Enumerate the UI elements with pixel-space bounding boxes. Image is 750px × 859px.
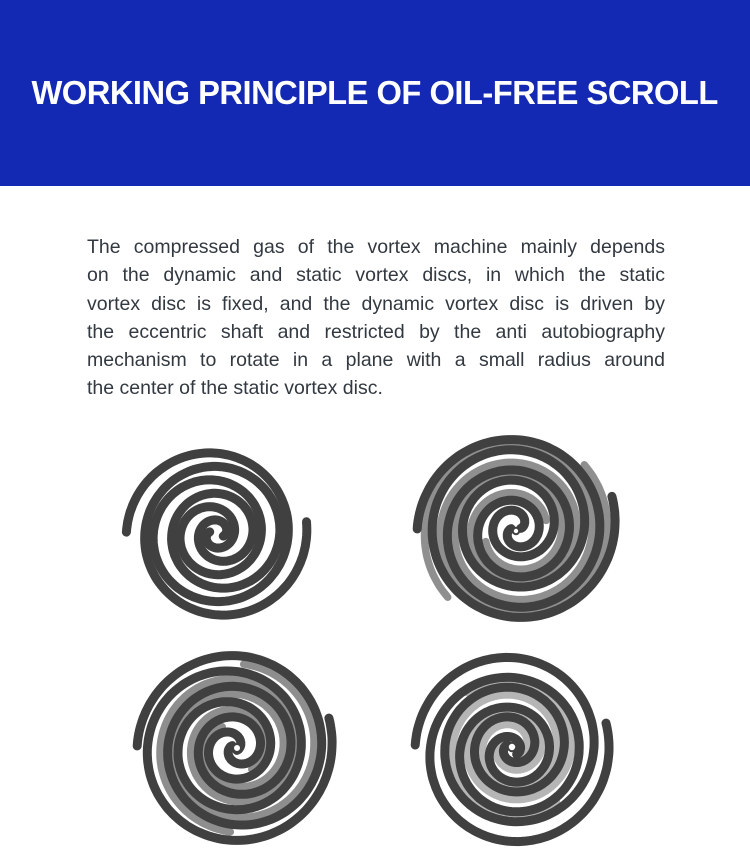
- intro-paragraph: [87, 233, 665, 403]
- paragraph-line: vortex disc is fixed, and the dynamic vortex disc is driven by: [87, 292, 665, 315]
- scroll-diagram-frame-3: [127, 638, 347, 858]
- scroll-diagram-frame-1: [104, 424, 324, 644]
- page-title: WORKING PRINCIPLE OF OIL-FREE SCROLL: [31, 74, 719, 111]
- scroll-diagram-frame-4: [402, 637, 622, 857]
- paragraph-line: The compressed gas of the vortex machine mainly depends: [87, 236, 665, 258]
- scroll-diagram-frame-2: [406, 421, 626, 641]
- paragraph-line: on the dynamic and static vortex discs, in which the static: [87, 264, 665, 287]
- header-banner: [0, 0, 750, 186]
- paragraph-line: the center of the static vortex disc.: [87, 377, 383, 400]
- paragraph-line: mechanism to rotate in a plane with a small radius around: [87, 349, 665, 372]
- paragraph-line: the eccentric shaft and restricted by the anti autobiography: [87, 320, 665, 343]
